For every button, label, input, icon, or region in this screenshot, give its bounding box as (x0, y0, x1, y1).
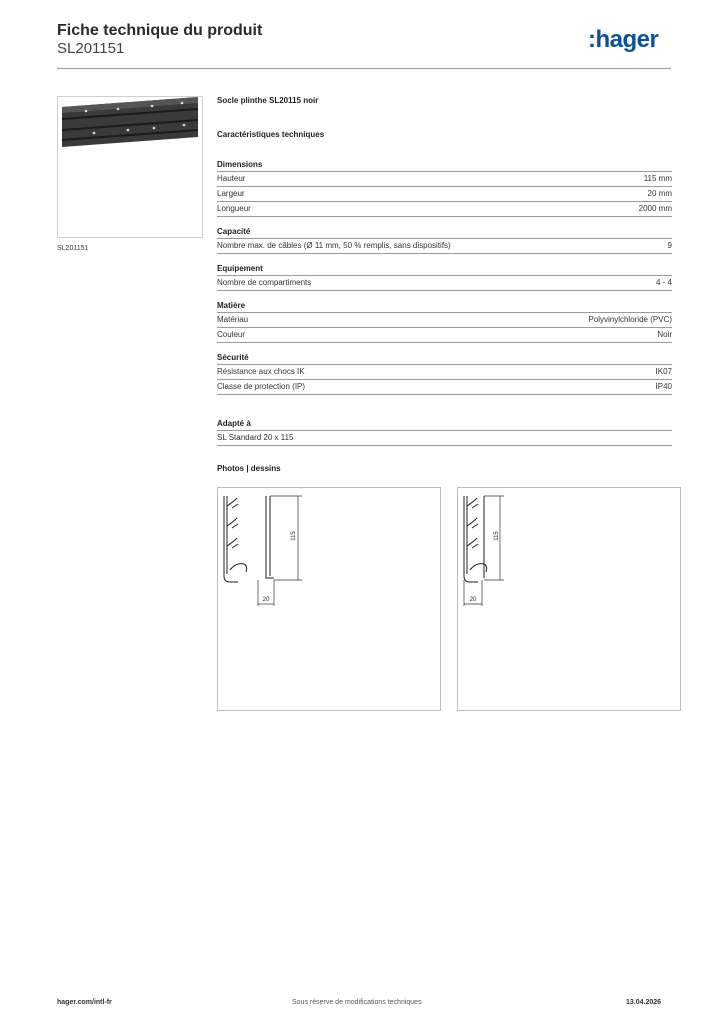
spec-group-material (217, 299, 672, 343)
spec-value: 2000 mm (638, 204, 672, 213)
spec-row (217, 238, 672, 254)
header-divider (57, 68, 671, 69)
spec-value: 20 mm (647, 189, 672, 198)
product-photo (57, 96, 203, 238)
height-dimension-label: 115 (494, 531, 500, 541)
spec-label: Couleur (217, 330, 246, 339)
spec-value: IP40 (655, 382, 672, 391)
photos-heading: Photos | dessins (217, 464, 281, 473)
footer-website-link[interactable]: hager.com/intl-fr (57, 999, 112, 1006)
technical-drawing-1 (217, 487, 441, 711)
spec-label: Largeur (217, 189, 245, 198)
spec-value: 4 - 4 (655, 278, 672, 287)
group-title: Sécurité (217, 353, 249, 362)
height-dimension-label: 115 (291, 531, 297, 541)
technical-specs (217, 96, 672, 476)
technical-drawing-2 (457, 487, 681, 711)
spec-label: Longueur (217, 204, 251, 213)
spec-value: 115 mm (643, 174, 672, 183)
footer-date: 13.04.2026 (626, 999, 662, 1006)
hager-logo: :hager (588, 26, 659, 53)
spec-label: Matériau (217, 315, 249, 324)
spec-group-dimensions (217, 158, 672, 217)
spec-row (217, 275, 672, 291)
spec-row (217, 327, 672, 343)
spec-label: Nombre max. de câbles (Ø 11 mm, 50 % remplis, sans dispositifs) (217, 241, 451, 250)
width-dimension-label: 20 (469, 597, 477, 603)
profile-drawing (458, 488, 680, 710)
group-title: Dimensions (217, 160, 263, 169)
characteristics-heading: Caractéristiques techniques (217, 130, 325, 139)
product-reference: SL201151 (57, 40, 125, 57)
group-title: Equipement (217, 264, 263, 273)
spec-group-compatible (217, 417, 672, 446)
spec-group-safety (217, 351, 672, 395)
profile-drawing (218, 488, 440, 710)
spec-row (217, 430, 672, 446)
spec-label: Résistance aux chocs IK (217, 367, 305, 376)
spec-label: Hauteur (217, 174, 246, 183)
width-dimension-label: 20 (262, 597, 270, 603)
spec-group-equipment (217, 262, 672, 291)
document-title: Fiche technique du produit (57, 22, 263, 39)
product-name: Socle plinthe SL20115 noir (217, 96, 319, 105)
spec-value: Polyvinylchloride (PVC) (588, 315, 672, 324)
footer-notice: Sous réserve de modifications techniques (292, 999, 422, 1006)
spec-value: Noir (657, 330, 672, 339)
spec-label: Nombre de compartiments (217, 278, 312, 287)
skirting-base-image (58, 97, 202, 237)
spec-group-capacity (217, 225, 672, 254)
spec-row (217, 186, 672, 201)
spec-value: 9 (667, 241, 672, 250)
group-title: Adapté à (217, 419, 251, 428)
spec-row (217, 364, 672, 379)
spec-row (217, 171, 672, 186)
spec-row (217, 312, 672, 327)
spec-value: IK07 (655, 367, 672, 376)
group-title: Capacité (217, 227, 251, 236)
spec-label: Classe de protection (IP) (217, 382, 306, 391)
spec-row (217, 379, 672, 395)
spec-label: SL Standard 20 x 115 (217, 433, 294, 442)
spec-row (217, 201, 672, 217)
photo-caption: SL201151 (57, 245, 89, 252)
group-title: Matière (217, 301, 246, 310)
